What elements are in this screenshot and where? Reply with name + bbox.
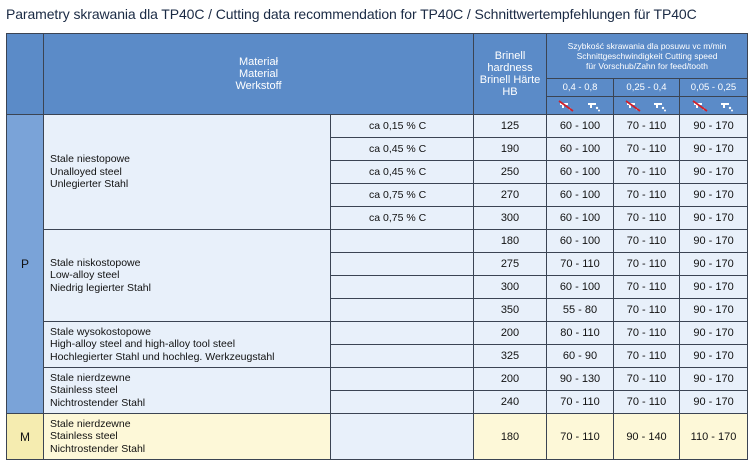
speed-value-1: 80 - 110 (547, 322, 614, 345)
cutting-speed-header (547, 34, 748, 79)
hardness-value: 200 (474, 368, 547, 391)
no-coolant-icon (558, 100, 574, 112)
speed-value-1: 70 - 110 (547, 253, 614, 276)
group-header-cell (7, 34, 44, 115)
group-p-label: P (7, 115, 44, 414)
material-line: Stale wysokostopowe (50, 325, 151, 338)
material-header (44, 34, 474, 115)
table-row (7, 414, 748, 460)
speed-value-3: 90 - 170 (680, 207, 748, 230)
speed-value-2: 70 - 110 (614, 299, 680, 322)
speed-value-2: 90 - 140 (614, 414, 680, 460)
carbon-content (331, 322, 474, 345)
speed-value-2: 70 - 110 (614, 230, 680, 253)
feed-range-1: 0,4 - 0,8 (547, 79, 614, 97)
table-row (7, 322, 748, 345)
speed-value-1: 55 - 80 (547, 299, 614, 322)
hardness-value: 275 (474, 253, 547, 276)
speed-value-1: 60 - 100 (547, 184, 614, 207)
speed-value-1: 70 - 110 (547, 391, 614, 414)
speed-value-2: 70 - 110 (614, 207, 680, 230)
speed-header-line: für Vorschub/Zahn for feed/tooth (586, 61, 708, 71)
material-line: Unalloyed steel (50, 165, 122, 178)
hardness-value: 270 (474, 184, 547, 207)
material-line: Stale nierdzewne (50, 417, 131, 430)
material-line: High-alloy steel and high-alloy tool steel (50, 338, 236, 351)
material-line: Stale niestopowe (50, 153, 130, 166)
coolant-icon (586, 100, 602, 112)
carbon-content: ca 0,45 % C (331, 138, 474, 161)
material-header-line: Werkstoff (235, 80, 282, 92)
hardness-value: 180 (474, 230, 547, 253)
speed-value-1: 60 - 100 (547, 115, 614, 138)
material-line: Stainless steel (50, 430, 118, 443)
speed-value-2: 70 - 110 (614, 184, 680, 207)
speed-value-2: 70 - 110 (614, 138, 680, 161)
material-line: Stainless steel (50, 384, 118, 397)
material-stainless-p (44, 368, 331, 414)
speed-value-1: 60 - 100 (547, 276, 614, 299)
carbon-content (331, 368, 474, 391)
speed-value-3: 90 - 170 (680, 391, 748, 414)
speed-value-2: 70 - 110 (614, 161, 680, 184)
speed-value-1: 60 - 100 (547, 161, 614, 184)
hardness-value: 325 (474, 345, 547, 368)
no-coolant-icon (625, 100, 641, 112)
hardness-header-line: Brinell (494, 50, 526, 62)
carbon-content (331, 345, 474, 368)
carbon-content: ca 0,15 % C (331, 115, 474, 138)
table-row (7, 368, 748, 391)
speed-value-3: 90 - 170 (680, 253, 748, 276)
material-line: Nichtrostender Stahl (50, 442, 146, 455)
carbon-content (331, 253, 474, 276)
material-header-line: Material (238, 68, 279, 80)
material-line: Niedrig legierter Stahl (50, 281, 151, 294)
no-coolant-icon (692, 100, 708, 112)
material-line: Low-alloy steel (50, 269, 120, 282)
material-line: Unlegierter Stahl (50, 178, 129, 191)
feed-range-3: 0,05 - 0,25 (680, 79, 748, 97)
carbon-content (331, 414, 474, 460)
speed-value-2: 70 - 110 (614, 115, 680, 138)
speed-value-3: 90 - 170 (680, 184, 748, 207)
speed-value-3: 90 - 170 (680, 345, 748, 368)
speed-value-2: 70 - 110 (614, 276, 680, 299)
speed-value-2: 70 - 110 (614, 391, 680, 414)
speed-value-1: 60 - 90 (547, 345, 614, 368)
group-m-label: M (7, 414, 44, 460)
hardness-header-line: hardness (487, 62, 533, 74)
coolant-icon (719, 100, 735, 112)
speed-value-3: 90 - 170 (680, 299, 748, 322)
speed-value-1: 60 - 100 (547, 230, 614, 253)
coolant-icons-cell (547, 97, 614, 115)
speed-value-3: 90 - 170 (680, 368, 748, 391)
hardness-header-line: HB (502, 86, 518, 98)
material-line: Stale niskostopowe (50, 256, 141, 269)
speed-header-line: Schnittgeschwindigkeit Cutting speed (576, 51, 718, 61)
carbon-content: ca 0,45 % C (331, 161, 474, 184)
hardness-value: 125 (474, 115, 547, 138)
hardness-header-line: Brinell Härte (479, 74, 541, 86)
hardness-value: 240 (474, 391, 547, 414)
hardness-value: 300 (474, 207, 547, 230)
carbon-content (331, 230, 474, 253)
feed-range-2: 0,25 - 0,4 (614, 79, 680, 97)
carbon-content: ca 0,75 % C (331, 184, 474, 207)
table-row (7, 230, 748, 253)
material-stainless-m (44, 414, 331, 460)
cutting-data-table (6, 33, 748, 460)
hardness-value: 190 (474, 138, 547, 161)
speed-value-3: 110 - 170 (680, 414, 748, 460)
speed-value-3: 90 - 170 (680, 276, 748, 299)
hardness-value: 180 (474, 414, 547, 460)
speed-value-1: 90 - 130 (547, 368, 614, 391)
hardness-value: 300 (474, 276, 547, 299)
material-line: Hochlegierter Stahl und hochleg. Werkzeugstahl (50, 350, 275, 363)
speed-value-1: 70 - 110 (547, 414, 614, 460)
speed-value-2: 70 - 110 (614, 253, 680, 276)
page-title: Parametry skrawania dla TP40C / Cutting data recommendation for TP40C / Schnittwertempfehlungen für TP40C (6, 6, 697, 22)
coolant-icon (652, 100, 668, 112)
speed-value-3: 90 - 170 (680, 138, 748, 161)
hardness-value: 200 (474, 322, 547, 345)
carbon-content: ca 0,75 % C (331, 207, 474, 230)
carbon-content (331, 299, 474, 322)
speed-value-3: 90 - 170 (680, 322, 748, 345)
speed-value-1: 60 - 100 (547, 207, 614, 230)
carbon-content (331, 276, 474, 299)
hardness-value: 350 (474, 299, 547, 322)
material-high-alloy (44, 322, 331, 368)
hardness-header (474, 34, 547, 115)
coolant-icons-cell (614, 97, 680, 115)
speed-value-2: 70 - 110 (614, 322, 680, 345)
speed-value-3: 90 - 170 (680, 161, 748, 184)
hardness-value: 250 (474, 161, 547, 184)
speed-value-2: 70 - 110 (614, 345, 680, 368)
material-line: Nichtrostender Stahl (50, 396, 146, 409)
table-row (7, 115, 748, 138)
material-unalloyed (44, 115, 331, 230)
material-header-line: Materiał (238, 56, 279, 68)
material-low-alloy (44, 230, 331, 322)
speed-value-2: 70 - 110 (614, 368, 680, 391)
speed-header-line: Szybkość skrawania dla posuwu vc m/min (567, 41, 727, 51)
coolant-icons-cell (680, 97, 748, 115)
speed-value-3: 90 - 170 (680, 230, 748, 253)
speed-value-3: 90 - 170 (680, 115, 748, 138)
carbon-content (331, 391, 474, 414)
speed-value-1: 60 - 100 (547, 138, 614, 161)
material-line: Stale nierdzewne (50, 371, 131, 384)
